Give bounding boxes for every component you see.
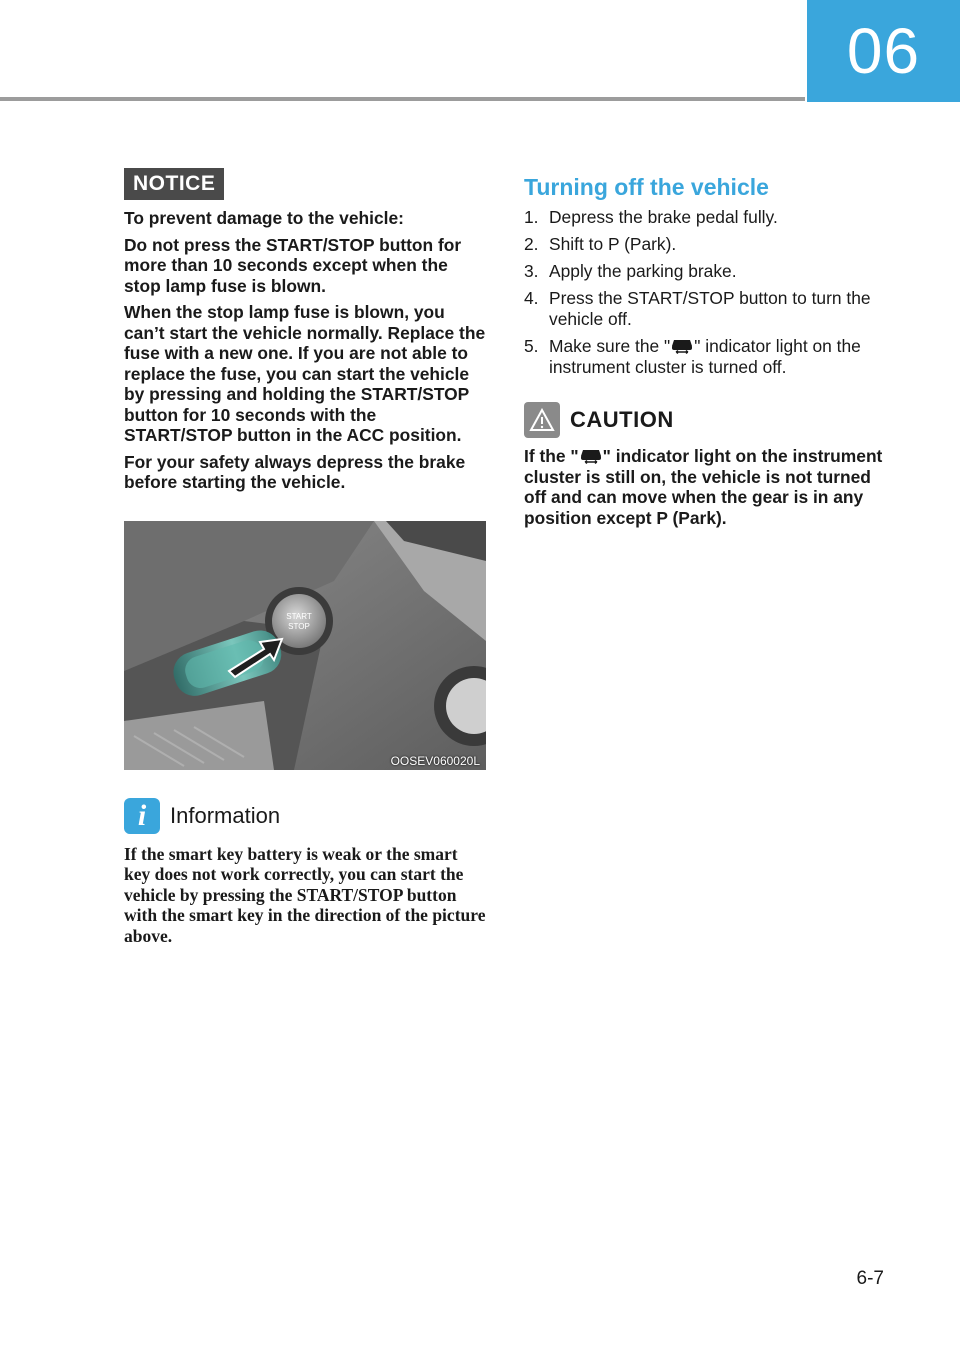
vehicle-ready-indicator-icon [579, 448, 603, 465]
right-column [524, 168, 886, 528]
notice-badge: NOTICE [124, 168, 224, 200]
information-title: Information [170, 802, 281, 828]
button-label-stop: STOP [288, 621, 310, 631]
left-column [124, 168, 486, 946]
notice-paragraph: To prevent damage to the vehicle: [124, 208, 404, 228]
notice-paragraph: When the stop lamp fuse is blown, you can’t start the vehicle normally. Replace the fuse with a new one. If you are not able to replace the fuse, you can start the vehicle by pressing and holding the START/STOP button for 10 seconds with the START/STOP button in the ACC position. [124, 302, 486, 445]
list-item: 5. Make sure the " " indicator light on the instrument cluster is turned off. [524, 336, 861, 377]
warning-triangle-icon [524, 402, 560, 438]
list-item: 4. Press the START/STOP button to turn the vehicle off. [524, 288, 871, 329]
list-item: 1. Depress the brake pedal fully. [524, 207, 778, 227]
information-heading [124, 798, 486, 834]
vehicle-ready-indicator-icon [670, 338, 694, 355]
figure-code: OOSEV060020L [390, 753, 480, 768]
caution-title: CAUTION [570, 407, 674, 432]
section-title: Turning off the vehicle [524, 174, 769, 200]
steps-list [524, 207, 886, 378]
header-rule [0, 97, 805, 101]
page-number: 6-7 [856, 1268, 884, 1289]
start-stop-figure [124, 521, 486, 770]
notice-paragraph: Do not press the START/STOP button for more than 10 seconds except when the stop lamp fuse is blown. [124, 234, 462, 296]
chapter-tab: 06 [807, 0, 960, 102]
caution-body: If the " " indicator light on the instrument cluster is still on, the vehicle is not turned off and can move when the gear is in any position except P (Park). [524, 446, 883, 528]
list-item: 3. Apply the parking brake. [524, 261, 737, 281]
caution-heading [524, 402, 886, 438]
info-icon: i [124, 798, 160, 834]
start-stop-illustration [124, 521, 486, 770]
list-item: 2. Shift to P (Park). [524, 234, 677, 254]
notice-paragraph: For your safety always depress the brake before starting the vehicle. [124, 451, 466, 492]
button-label-start: START [286, 611, 312, 621]
notice-text [124, 208, 486, 493]
information-body: If the smart key battery is weak or the smart key does not work correctly, you can start the vehicle by pressing the START/STOP button with the smart key in the direction of the picture above. [124, 843, 486, 946]
